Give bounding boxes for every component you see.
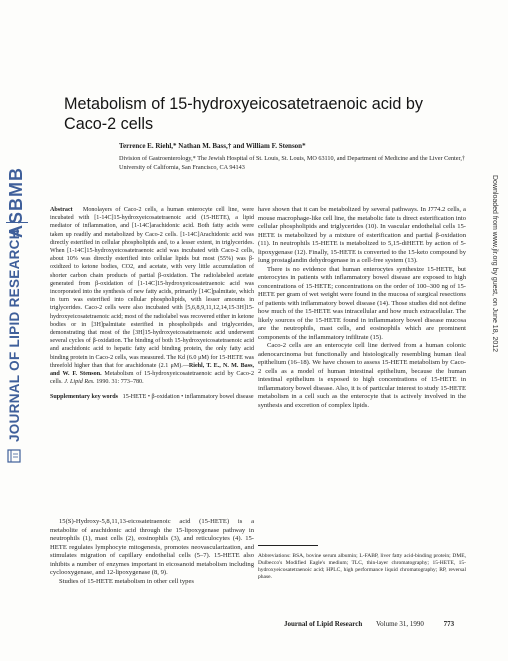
download-note: Downloaded from www.jlr.org by guest, on June 18, 2012 [491, 175, 498, 353]
body-paragraph: have shown that it can be metabolized by several pathways. In J774.2 cells, a mouse macrophage-like cell line, the metabolic fate is direct esterification into cellular phospholipids and triglycerides (10). In vascular endothelial cells 15-HETE is metabolized by a mixture of esterification and partial β-oxidation (11). In neutrophils 15-HETE is metabolized to 5,15-diHETE by action of 5-lipoxygenase (12). Finally, 15-HETE is converted to the 15-keto compound by lung prostaglandin dehydrogenase in a cell-free system (13). [258, 206, 466, 264]
abstract-text: Monolayers of Caco-2 cells, a human enterocyte cell line, were incubated with [1-14C]15-hydroxyeicosatetraenoic acid (15-HETE), a lipid mediator of inflammation, and [1-14C]arachidonic acid. Both fatty acids were taken up readily and metabolized by Caco-2 cells. [1-14C]Arachidonic acid was directly esterified in cellular phospholipids and, to a lesser extent, in triglycerides. When [1-14C]15-hydroxyeicosatetraenoic acid was incubated with Caco-2 cells, about 10% was directly esterified into cellular lipids but most (55%) was β-oxidized to ketone bodies, CO2, and acetate, with very little accumulation of shorter carbon chain products of partial β-oxidation. The radiolabeled acetate generated from β-oxidation of [1-14C]15-hydroxyeicosatetraenoic acid was incorporated into the synthesis of new fatty acids, primarily [14C]palmitate, which in turn was esterified into cellular phospholipids, with lesser amounts in triglycerides. Caco-2 cells were also incubated with [5,6,8,9,11,12,14,15-3H]15-hydroxyeicosatetraenoic acid; most of the radiolabel was recovered either in ketone bodies or in [3H]palmitate esterified in phospholipids and triglycerides, demonstrating that most of the [3H]15-hydroxyeicosatetraenoic acid underwent several cycles of β-oxidation. The binding of both 15-hydroxyeicosatetraenoic acid and arachidonic acid to hepatic fatty acid binding protein, the only fatty acid binding protein in Caco-2 cells, was measured. The Kd (6.0 μM) for 15-HETE was threefold higher than that for arachidonate (2.1 μM).— [50, 207, 254, 369]
right-column [258, 206, 466, 410]
affiliation: Division of Gastroenterology,* The Jewish Hospital of St. Louis, St. Louis, MO 63110, and Department of Medicine and the Liver Center,† University of California, San Francisco, CA 94143 [119, 155, 465, 171]
body-paragraph: Caco-2 cells are an enterocyte cell line derived from a human colonic adenocarcinoma but functionally and histologically resembling human ileal epithelium (16–18). We have chosen to assess 15-HETE metabolism by Caco-2 cells as a model of human intestinal epithelium, because the human intestinal epithelium is exposed to high concentrations of 15-HETE in inflammatory bowel disease. Also, it is of particular interest to study 15-HETE metabolism in a cell such as the enterocyte that is actively involved in the synthesis and excretion of complex lipids. [258, 342, 466, 409]
body-paragraph: There is no evidence that human enterocytes synthesize 15-HETE, but enterocytes in patients with inflammatory bowel disease are exposed to high concentrations of 15-HETE; concentrations on the order of 100–300 ng of 15-HETE per gram of wet weight were found in the mucosa of surgical resections of patients with inflammatory bowel disease (14). Those studies did not define how much of the 15-HETE was intracellular and how much extracellular. The likely sources of the 15-HETE found in inflammatory bowel disease mucosa are the neutrophils, mast cells, and eosinophils which are prominent components of the inflammatory infiltrate (15). [258, 265, 466, 341]
book-icon [7, 448, 21, 464]
author-list: Terrence E. Riehl,* Nathan M. Bass,† and William F. Stenson* [119, 142, 306, 150]
footer-journal: Journal of Lipid Research [284, 620, 363, 628]
abbreviations-footnote: Abbreviations: BSA, bovine serum albumin; L-FABP, liver fatty acid-binding protein; DME, Dulbecco's Modified Eagle's medium; TLC, thin-layer chromatography; 15-HETE, 15-hydroxyeicosatetraenoic acid; HPLC, high performance liquid chromatography; RP, reversal phase. [258, 553, 466, 580]
keywords [50, 393, 254, 401]
keywords-label: Supplementary key words [50, 394, 119, 401]
citation-title: Metabolism of 15-hydroxyeicosatetraenoic acid by Caco-2 cells. [50, 371, 255, 386]
citation-volume: 1990. 31: 773–780. [96, 379, 144, 386]
page-footer [284, 620, 454, 628]
intro-paragraph: 15(S)-Hydroxy-5,8,11,13-eicosatetraenoic acid (15-HETE) is a metabolite of arachidonic acid through the 15-lipoxygenase pathway in neutrophils (1), mast cells (2), eosinophils (3), and reticulocytes (4). 15-HETE regulates lymphocyte mitogenesis, promotes neovascularization, and stimulates migration of capillary endothelial cells (5–7). 15-HETE also inhibits a number of enzymes important in eicosanoid metabolism including cyclooxygenase, and 12-lipoxygenase (8, 9). [50, 518, 254, 576]
article-title: Metabolism of 15-hydroxyeicosatetraenoic acid by Caco-2 cells [64, 95, 424, 133]
footnote-rule [258, 545, 318, 546]
page-number: 773 [443, 620, 455, 628]
citation-journal: J. Lipid Res. [64, 379, 95, 386]
abstract-label: Abstract [50, 207, 73, 213]
keywords-text: 15-HETE • β-oxidation • inflammatory bowel disease [122, 394, 254, 401]
citation-authors: Riehl, T. E., N. M. Bass, and W. F. Stenson. [50, 362, 254, 378]
publisher-logo: ASBMB [6, 167, 26, 238]
intro-block [50, 518, 254, 586]
footer-volume: Volume 31, 1990 [376, 620, 424, 628]
journal-side-title: JOURNAL OF LIPID RESEARCH [7, 229, 22, 442]
abstract-block [50, 206, 254, 402]
intro-paragraph: Studies of 15-HETE metabolism in other cell types [59, 577, 194, 585]
